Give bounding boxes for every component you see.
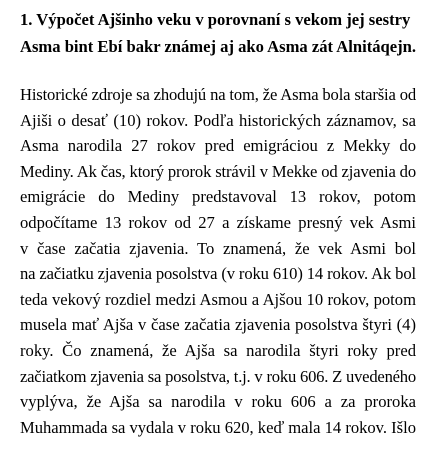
heading-line-1: 1. Výpočet Ajšinho veku v porovnaní s vekom jej sestry [20, 10, 411, 29]
paragraph-line: Asma narodila 27 rokov pred emigráciou z Mekky do [20, 136, 416, 156]
paragraph-line: Historické zdroje sa zhodujú na tom, že Asma bola staršia od [20, 85, 416, 104]
document-page [20, 6, 416, 440]
paragraph-line: emigrácie do Mediny predstavoval 13 rokov, potom [20, 187, 416, 207]
paragraph-line: teda vekový rozdiel medzi Asmou a Ajšou 10 rokov, potom [20, 289, 416, 309]
paragraph-line: musela mať Ajša v čase začatia zjavenia posolstva štyri (4) [20, 315, 416, 335]
paragraph-line: v čase začatia zjavenia. To znamená, že vek Asmi bol [20, 238, 416, 258]
paragraph-line: vyplýva, že Ajša sa narodila v roku 606 a za proroka [20, 392, 416, 412]
paragraph-line: na začiatku zjavenia posolstva (v roku 610) 14 rokov. Ak bol [20, 264, 416, 284]
paragraph-line: roky. Čo znamená, že Ajša sa narodila štyri roky pred [20, 340, 416, 360]
paragraph-line: odpočítame 13 rokov od 27 a získame presný vek Asmi [20, 212, 416, 232]
paragraph-line: Mediny. Ak čas, ktorý prorok strávil v Mekke od zjavenia do [20, 161, 416, 181]
heading-line-2: Asma bint Ebí bakr známej aj ako Asma zát Alnitáqejn. [20, 37, 416, 56]
paragraph-line: Muhammada sa vydala v roku 620, keď mala 14 rokov. Išlo [20, 417, 416, 437]
paragraph-line: začiatkom zjavenia sa posolstva, t.j. v roku 606. Z uvedeného [20, 366, 416, 386]
body-paragraph [20, 82, 416, 440]
paragraph-line: Ajiši o desať (10) rokov. Podľa historických záznamov, sa [20, 110, 416, 130]
section-heading [20, 6, 416, 60]
